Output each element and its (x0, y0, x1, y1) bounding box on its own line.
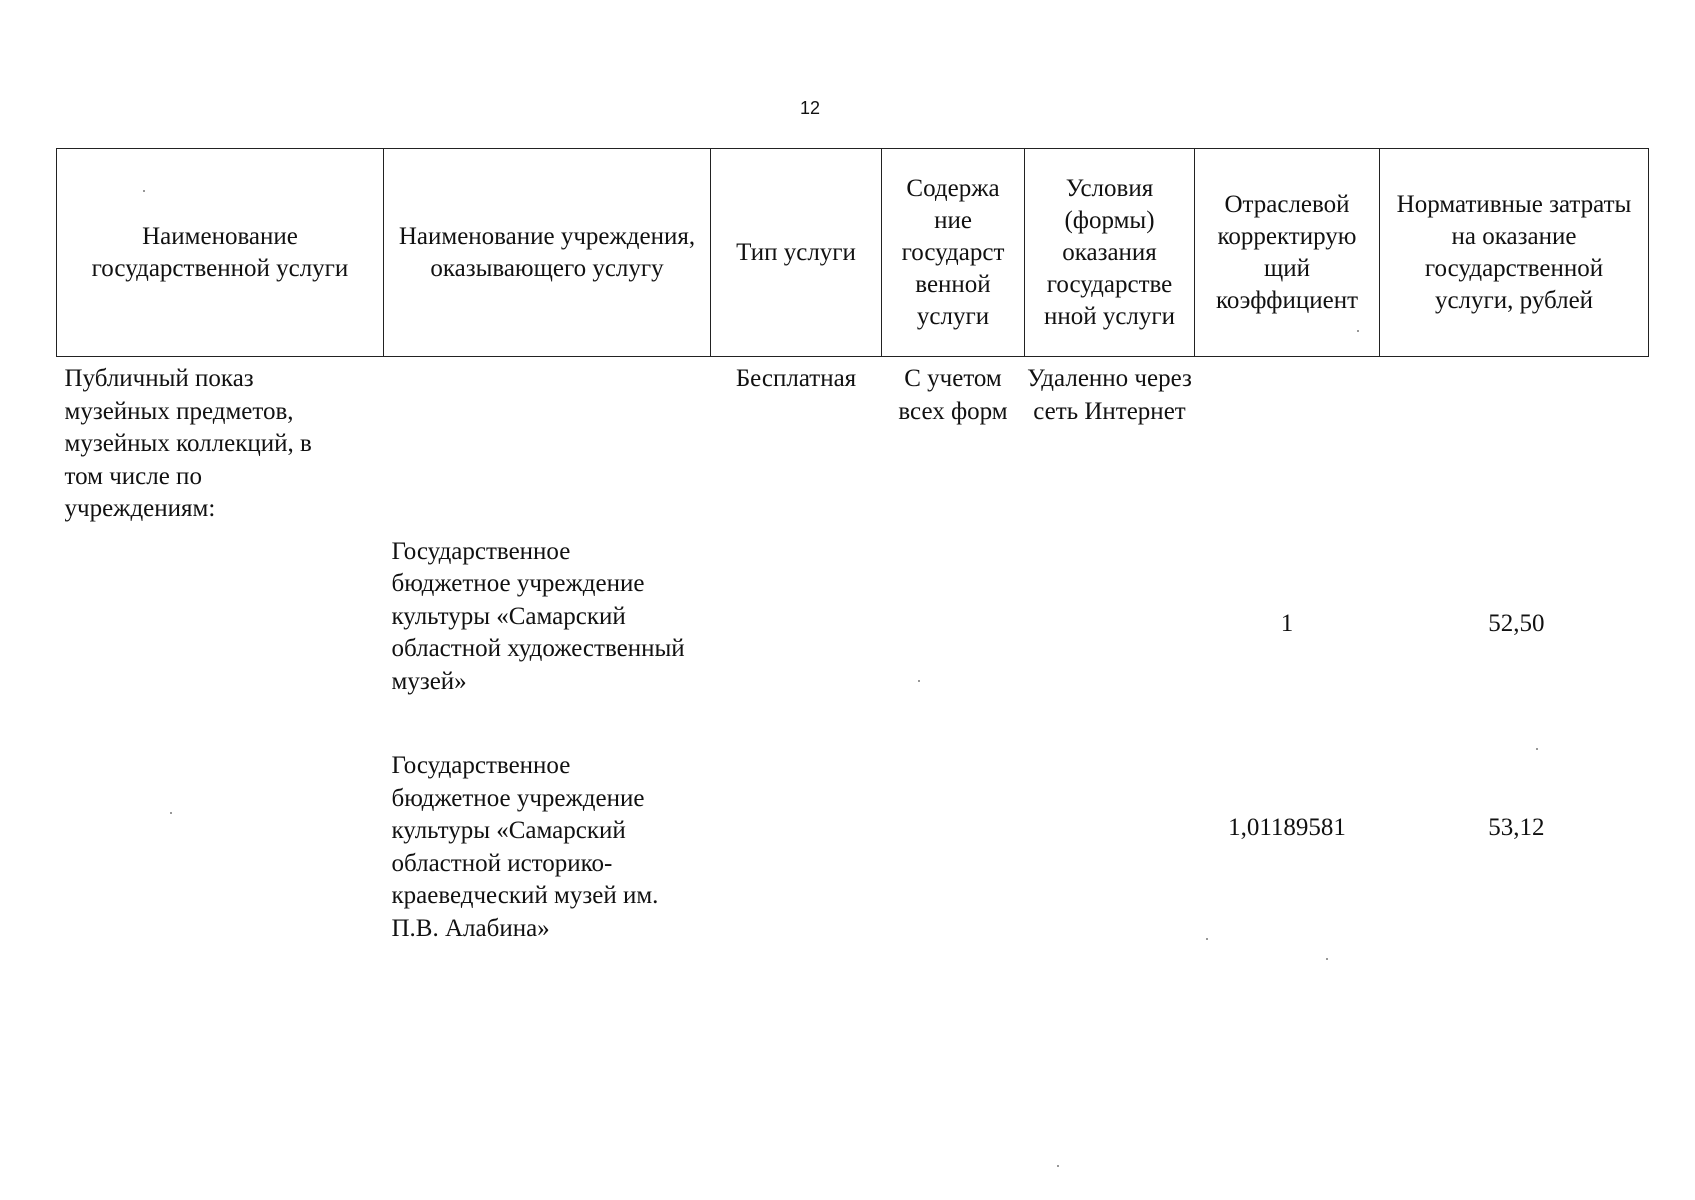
scan-speck (1326, 958, 1328, 960)
empty-cell (1380, 516, 1649, 526)
empty-cell (1025, 516, 1195, 526)
empty-cell (57, 698, 384, 740)
empty-cell (1380, 698, 1649, 740)
empty-cell (384, 357, 711, 516)
empty-cell (384, 698, 711, 740)
empty-cell (711, 516, 882, 526)
coefficient-cell: 1 (1280, 609, 1294, 637)
scan-speck (170, 812, 172, 814)
empty-cell (57, 740, 384, 945)
header-industry-coefficient: Отраслевой корректирую щий коэффициент (1195, 149, 1380, 357)
cost-cell: 53,12 (1488, 814, 1545, 841)
empty-cell (1195, 698, 1380, 740)
table-row-institution (57, 526, 1649, 699)
empty-cell (384, 516, 711, 526)
empty-cell (1195, 357, 1380, 516)
service-conditions-cell: Удаленно через сеть Интернет (1027, 365, 1192, 425)
page-number: 12 (799, 98, 821, 118)
header-service-name: Наименование государственной услуги (57, 149, 384, 357)
empty-cell (882, 740, 1025, 945)
cost-cell: 52,50 (1488, 609, 1545, 637)
header-service-type: Тип услуги (711, 149, 882, 357)
scan-speck (918, 680, 920, 682)
coefficient-cell: 1,01189581 (1228, 814, 1346, 841)
service-type-cell: Бесплатная (735, 365, 857, 392)
table-row-spacer (57, 698, 1649, 740)
service-content-cell: С учетом всех форм (898, 365, 1008, 425)
table-row-service (57, 357, 1649, 516)
header-service-conditions: Условия (формы) оказания государстве нной услуги (1025, 149, 1195, 357)
institution-name-cell: Государственное бюджетное учреждение культуры «Самарский областной историко-краеведческий музей им. П.В. Алабина» (391, 752, 659, 942)
services-table-container (56, 148, 1648, 945)
empty-cell (1195, 516, 1380, 526)
service-name-cell: Публичный показ музейных предметов, музейных коллекций, в том числе по учреждениям: (64, 365, 312, 522)
scan-speck (1357, 330, 1359, 332)
empty-cell (882, 516, 1025, 526)
scan-speck (1536, 748, 1538, 750)
empty-cell (1025, 740, 1195, 945)
empty-cell (711, 740, 882, 945)
scan-speck (1057, 1165, 1059, 1167)
scan-speck (143, 190, 145, 192)
scan-speck (1206, 938, 1208, 940)
table-header-row (57, 149, 1649, 357)
empty-cell (882, 526, 1025, 699)
empty-cell (711, 526, 882, 699)
empty-cell (57, 526, 384, 699)
empty-cell (882, 698, 1025, 740)
institution-name-cell: Государственное бюджетное учреждение культуры «Самарский областной художественный музей» (391, 537, 685, 695)
empty-cell (711, 698, 882, 740)
empty-cell (1380, 357, 1649, 516)
header-institution-name: Наименование учреждения, оказывающего услугу (384, 149, 711, 357)
empty-cell (1025, 698, 1195, 740)
empty-cell (1025, 526, 1195, 699)
services-table (56, 148, 1649, 945)
header-service-content: Содержа ние государст венной услуги (882, 149, 1025, 357)
table-row-institution (57, 740, 1649, 945)
header-normative-costs: Нормативные затраты на оказание государственной услуги, рублей (1380, 149, 1649, 357)
